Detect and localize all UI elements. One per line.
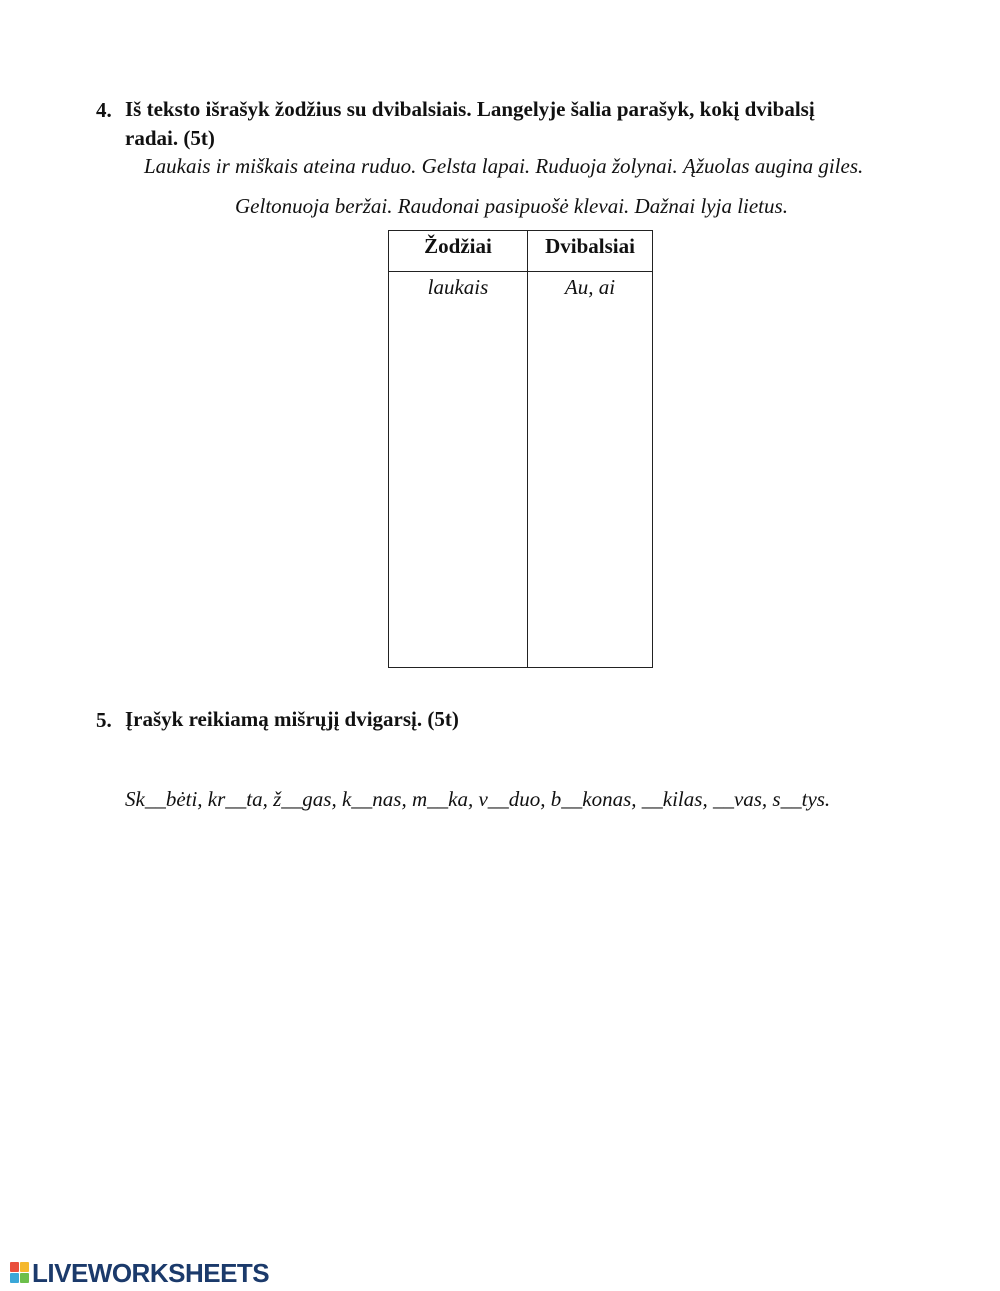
table-header-words: Žodžiai bbox=[389, 231, 528, 272]
table-header-diphthongs: Dvibalsiai bbox=[528, 231, 653, 272]
question-4-number: 4. bbox=[96, 98, 112, 122]
question-5-number: 5. bbox=[96, 708, 112, 732]
table-row bbox=[389, 272, 653, 668]
question-4-prompt-line2: radai. (5t) bbox=[125, 126, 215, 150]
logo-mark-icon bbox=[10, 1262, 30, 1284]
table-cell-word[interactable]: laukais bbox=[389, 272, 528, 668]
question-5-prompt: Įrašyk reikiamą mišrųjį dvigarsį. (5t) bbox=[125, 707, 459, 731]
passage-line-2: Geltonuoja beržai. Raudonai pasipuošė klevai. Dažnai lyja lietus. bbox=[235, 194, 788, 218]
passage-line-1: Laukais ir miškais ateina ruduo. Gelsta lapai. Ruduoja žolynai. Ąžuolas augina giles. bbox=[144, 154, 864, 178]
table-cell-diphthong[interactable]: Au, ai bbox=[528, 272, 653, 668]
logo-text: LIVEWORKSHEETS bbox=[32, 1257, 270, 1288]
liveworksheets-logo bbox=[10, 1258, 269, 1288]
question-4-prompt-line1: Iš teksto išrašyk žodžius su dvibalsiais. Langelyje šalia parašyk, kokį dvibalsį bbox=[125, 97, 815, 121]
answer-table bbox=[388, 230, 653, 668]
question-5-exercise[interactable]: Sk__bėti, kr__ta, ž__gas, k__nas, m__ka, v__duo, b__konas, __kilas, __vas, s__tys. bbox=[125, 787, 831, 811]
